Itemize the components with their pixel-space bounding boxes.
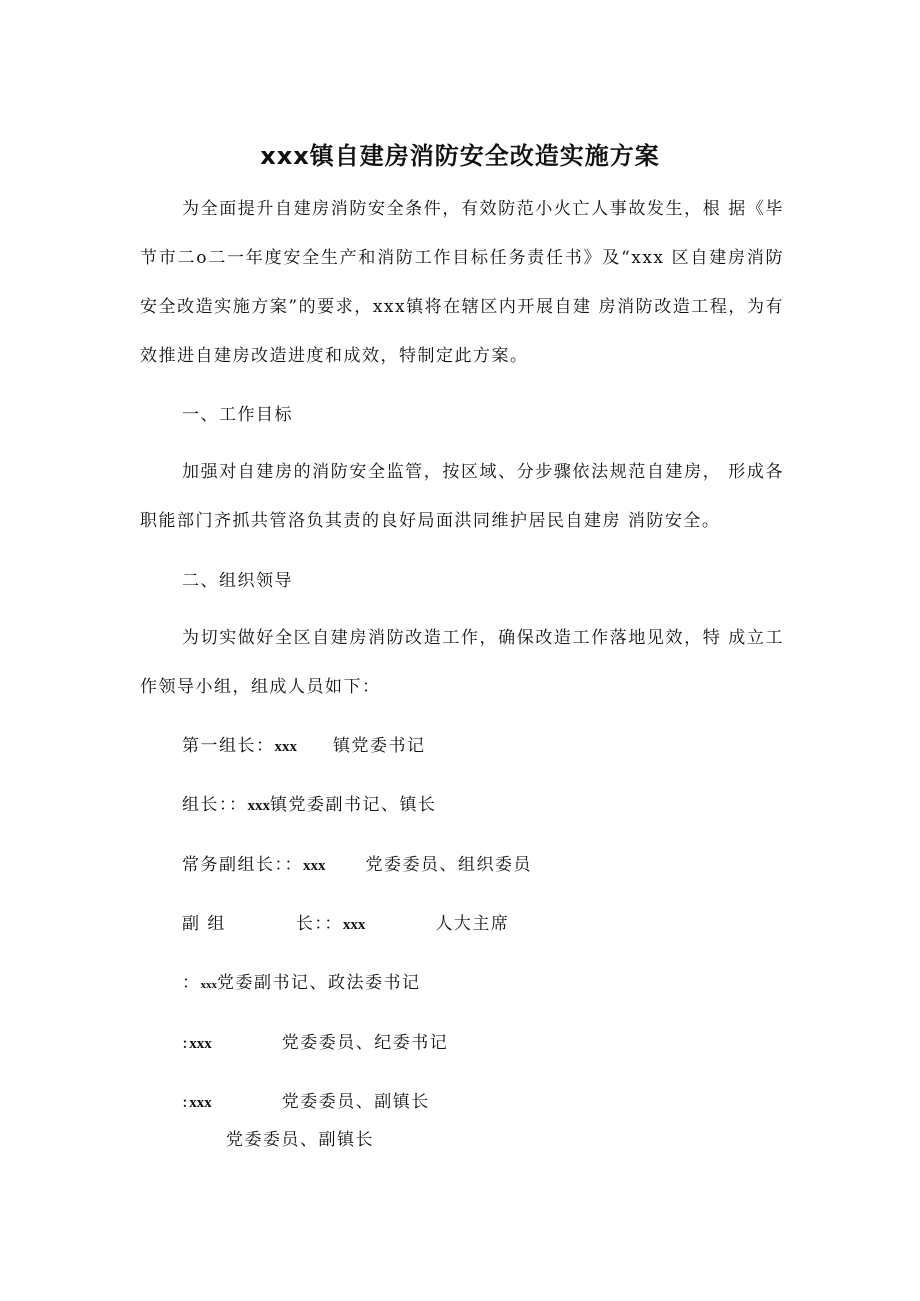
member-label: : xyxy=(182,1033,190,1053)
member-role: 党委委员、副镇长 xyxy=(281,1092,430,1112)
member-role: 镇党委书记 xyxy=(333,736,426,756)
member-name: xxx xyxy=(274,739,297,755)
member-role: 镇党委副书记、镇长 xyxy=(270,795,437,815)
member-line xyxy=(182,912,509,937)
member-role: 党委副书记、政法委书记 xyxy=(217,973,421,993)
section-heading-goals: 一、工作目标 xyxy=(182,405,293,425)
member-line xyxy=(182,1031,448,1056)
member-role: 党委委员、组织委员 xyxy=(365,855,532,875)
section-heading-leadership: 二、组织领导 xyxy=(182,571,293,591)
member-name: xxx xyxy=(342,917,366,933)
member-line xyxy=(182,734,426,759)
member-line xyxy=(182,793,437,818)
member-role: 党委委员、纪委书记 xyxy=(281,1033,449,1053)
member-line xyxy=(182,1090,430,1115)
member-label: : xyxy=(182,1092,190,1112)
member-line xyxy=(182,971,421,997)
member-line xyxy=(226,1128,374,1152)
leadership-paragraph: 为切实做好全区自建房消防改造工作，确保改造工作落地见效，特 成立工作领导小组，组成人员如下： xyxy=(140,628,784,697)
member-role: 党委委员、副镇长 xyxy=(226,1130,374,1150)
member-name: xxx xyxy=(303,858,326,874)
member-role: 人大主席 xyxy=(435,914,510,934)
member-label: 副 组 xyxy=(182,914,226,934)
member-name: xxx xyxy=(247,798,270,814)
member-name: xxx xyxy=(200,979,217,991)
member-label: ： xyxy=(182,973,201,993)
goals-paragraph: 加强对自建房的消防安全监管，按区域、分步骤依法规范自建房， 形成各职能部门齐抓共管洛负其责的良好局面洪同维护居民自建房 消防安全。 xyxy=(140,462,784,531)
member-name: xxx xyxy=(189,1036,212,1052)
member-name: xxx xyxy=(189,1095,212,1111)
member-label: 第一组长： xyxy=(182,736,275,756)
member-label: 组长：： xyxy=(182,795,248,815)
member-line xyxy=(182,853,532,878)
document-title: xxx镇自建房消防安全改造实施方案 xyxy=(260,142,660,170)
member-label: 长：： xyxy=(295,914,343,934)
intro-paragraph: 为全面提升自建房消防安全条件，有效防范小火亡人事故发生，根 据《毕节市二o二一年度安全生产和消防工作目标任务责任书》及“xxx 区自建房消防安全改造实施方案”的要求，xxx镇将在辖区内开展自建 房消防改造工程，为有效推进自建房改造进度和成效，特制定此方案。 xyxy=(140,199,784,366)
member-label: 常务副组长：： xyxy=(182,855,303,875)
